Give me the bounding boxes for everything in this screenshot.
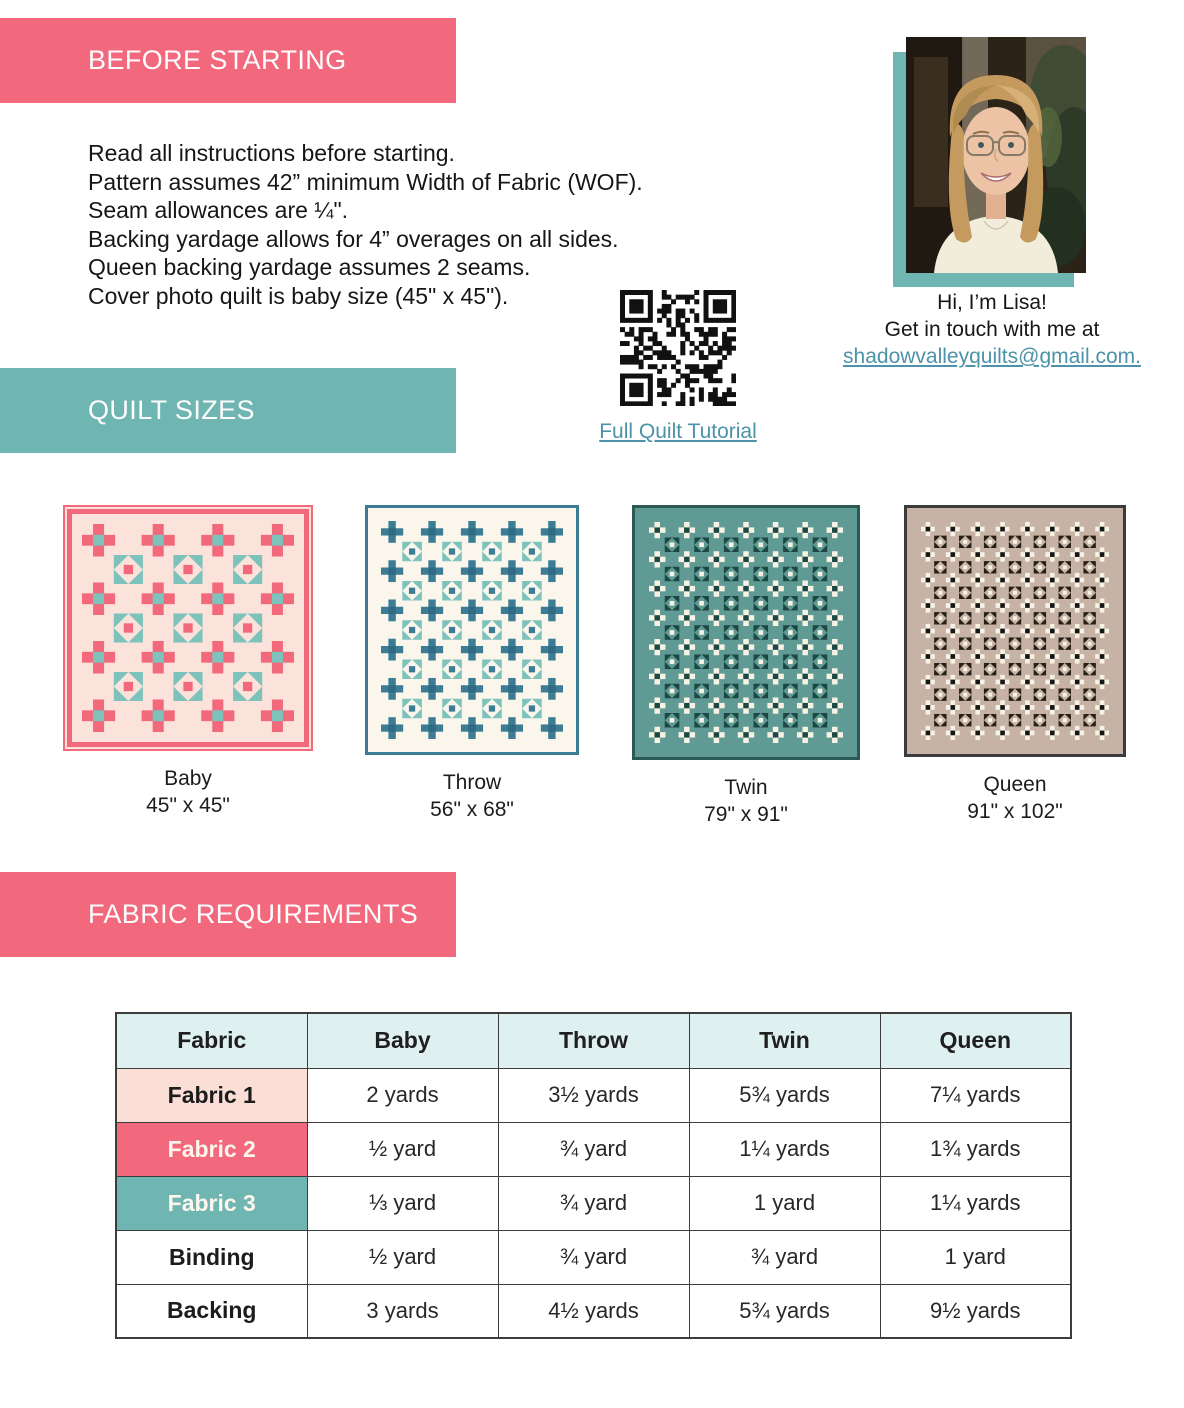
quilt-figure-queen (904, 505, 1126, 825)
yardage-cell: ¾ yard (498, 1176, 689, 1230)
fabric-requirements-title: FABRIC REQUIREMENTS (88, 899, 419, 929)
quilt-name: Twin (724, 776, 768, 799)
profile-contact-line: Get in touch with me at (884, 318, 1100, 341)
yardage-cell: 1¼ yards (689, 1122, 880, 1176)
row-label-backing: Backing (116, 1284, 307, 1338)
lisa-photo (906, 37, 1086, 273)
instruction-line: Read all instructions before starting. (88, 140, 455, 166)
quilt-figure-twin (632, 505, 860, 828)
profile-greeting: Hi, I’m Lisa! (937, 291, 1047, 314)
quilt-preview-queen (904, 505, 1126, 757)
quilt-preview-baby (63, 505, 313, 751)
yardage-cell: 3½ yards (498, 1068, 689, 1122)
fabric-requirements-banner (0, 872, 456, 957)
table-row (116, 1230, 1071, 1284)
yardage-cell: 5¾ yards (689, 1284, 880, 1338)
quilt-name: Throw (442, 771, 502, 794)
quilt-caption (632, 774, 860, 828)
yardage-cell: ⅓ yard (307, 1176, 498, 1230)
yardage-cell: 1¾ yards (880, 1122, 1071, 1176)
profile-caption (832, 289, 1152, 370)
column-header-queen: Queen (880, 1013, 1071, 1068)
quilt-caption (904, 771, 1126, 825)
row-label-fabric-2: Fabric 2 (116, 1122, 307, 1176)
quilt-caption (63, 765, 313, 819)
fabric-requirements-table (115, 1012, 1072, 1339)
column-header-twin: Twin (689, 1013, 880, 1068)
table-row (116, 1284, 1071, 1338)
before-starting-banner (0, 18, 456, 103)
quilt-sizes-banner (0, 368, 456, 453)
yardage-cell: 1 yard (880, 1230, 1071, 1284)
yardage-cell: 5¾ yards (689, 1068, 880, 1122)
instruction-line: Cover photo quilt is baby size (45" x 45"). (88, 282, 509, 309)
yardage-cell: 9½ yards (880, 1284, 1071, 1338)
yardage-cell: 3 yards (307, 1284, 498, 1338)
tutorial-block (598, 290, 758, 444)
yardage-cell: ½ yard (307, 1230, 498, 1284)
column-header-fabric: Fabric (116, 1013, 307, 1068)
instruction-line: Pattern assumes 42” minimum Width of Fabric (WOF). (88, 168, 643, 195)
yardage-cell: ¾ yard (498, 1230, 689, 1284)
yardage-cell: 7¼ yards (880, 1068, 1071, 1122)
qr-code-icon (620, 290, 736, 406)
yardage-cell: 1 yard (689, 1176, 880, 1230)
instruction-line: Backing yardage allows for 4” overages on all sides. (88, 225, 619, 252)
column-header-throw: Throw (498, 1013, 689, 1068)
table-row (116, 1068, 1071, 1122)
quilt-sizes-title: QUILT SIZES (88, 395, 255, 425)
quilt-name: Queen (983, 773, 1047, 796)
instruction-line: Seam allowances are ¼". (88, 197, 349, 223)
column-header-baby: Baby (307, 1013, 498, 1068)
row-label-fabric-1: Fabric 1 (116, 1068, 307, 1122)
quilt-name: Baby (164, 767, 212, 790)
yardage-cell: ¾ yard (689, 1230, 880, 1284)
instruction-line: Queen backing yardage assumes 2 seams. (88, 254, 531, 280)
table-row (116, 1176, 1071, 1230)
yardage-cell: 2 yards (307, 1068, 498, 1122)
quilt-caption (365, 769, 579, 823)
quilt-figure-baby (63, 505, 313, 819)
quilt-dimensions: 45" x 45" (146, 794, 230, 817)
quilt-preview-throw (365, 505, 579, 755)
row-label-binding: Binding (116, 1230, 307, 1284)
quilt-dimensions: 91" x 102" (967, 800, 1063, 823)
email-link[interactable]: shadowvalleyquilts@gmail.com. (843, 345, 1141, 368)
yardage-cell: ½ yard (307, 1122, 498, 1176)
instructions-list (88, 139, 648, 310)
row-label-fabric-3: Fabric 3 (116, 1176, 307, 1230)
quilt-figure-throw (365, 505, 579, 823)
yardage-cell: 4½ yards (498, 1284, 689, 1338)
table-header-row (116, 1013, 1071, 1068)
full-quilt-tutorial-link[interactable]: Full Quilt Tutorial (599, 420, 757, 443)
yardage-cell: 1¼ yards (880, 1176, 1071, 1230)
before-starting-title: BEFORE STARTING (88, 45, 347, 75)
quilt-preview-twin (632, 505, 860, 760)
quilt-dimensions: 56" x 68" (430, 798, 514, 821)
quilt-dimensions: 79" x 91" (704, 803, 788, 826)
yardage-cell: ¾ yard (498, 1122, 689, 1176)
table-row (116, 1122, 1071, 1176)
